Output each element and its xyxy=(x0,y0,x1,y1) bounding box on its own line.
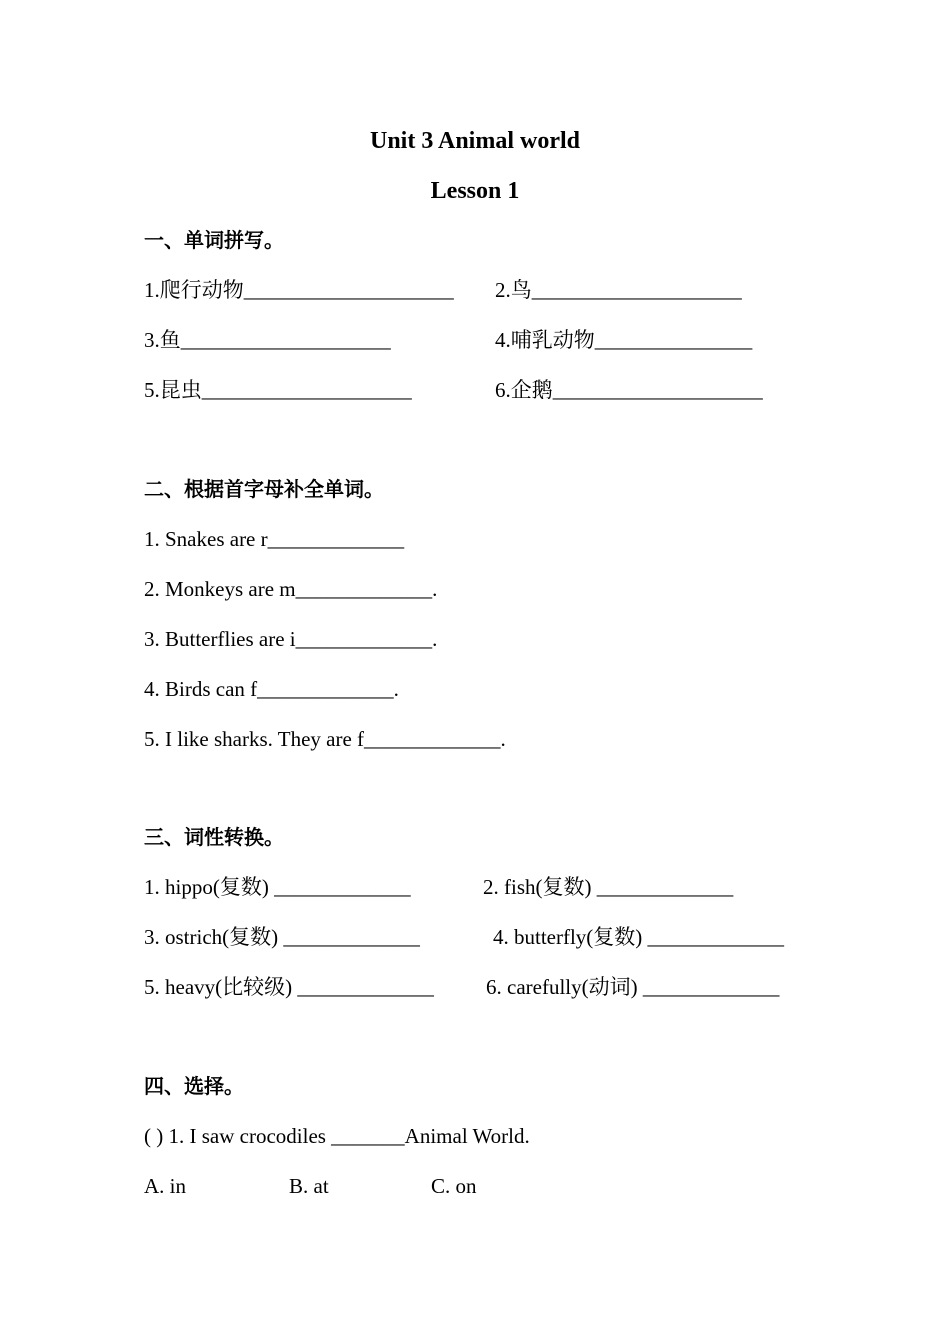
s3-item-5: 5. heavy(比较级) _____________ xyxy=(144,975,434,999)
s4-option-c: C. on xyxy=(431,1174,477,1198)
s3-item-3: 3. ostrich(复数) _____________ xyxy=(144,925,420,949)
section4-heading: 四、选择。 xyxy=(144,1074,244,1098)
s1-item-5: 5.昆虫____________________ xyxy=(144,378,412,402)
s1-item-3: 3.鱼____________________ xyxy=(144,328,391,352)
section2-heading: 二、根据首字母补全单词。 xyxy=(144,477,384,501)
s3-item-2: 2. fish(复数) _____________ xyxy=(483,875,734,899)
s4-question-1: ( ) 1. I saw crocodiles _______Animal World. xyxy=(144,1124,530,1148)
s3-item-1: 1. hippo(复数) _____________ xyxy=(144,875,411,899)
s3-item-6: 6. carefully(动词) _____________ xyxy=(486,975,780,999)
s3-item-4: 4. butterfly(复数) _____________ xyxy=(493,925,785,949)
s2-item-2: 2. Monkeys are m_____________. xyxy=(144,577,438,601)
lesson-title: Lesson 1 xyxy=(430,178,520,204)
s2-item-4: 4. Birds can f_____________. xyxy=(144,677,399,701)
s2-item-1: 1. Snakes are r_____________ xyxy=(144,527,405,551)
s4-option-b: B. at xyxy=(289,1174,329,1198)
s2-item-3: 3. Butterflies are i_____________. xyxy=(144,627,438,651)
s2-item-5: 5. I like sharks. They are f_____________. xyxy=(144,727,506,751)
s4-option-a: A. in xyxy=(144,1174,186,1198)
s1-item-4: 4.哺乳动物_______________ xyxy=(495,328,753,352)
section3-heading: 三、词性转换。 xyxy=(144,825,284,849)
page-title: Unit 3 Animal world xyxy=(369,128,581,154)
s1-item-2: 2.鸟____________________ xyxy=(495,278,742,302)
section1-heading: 一、单词拼写。 xyxy=(144,228,284,252)
s1-item-1: 1.爬行动物____________________ xyxy=(144,278,454,302)
s1-item-6: 6.企鹅____________________ xyxy=(495,378,763,402)
